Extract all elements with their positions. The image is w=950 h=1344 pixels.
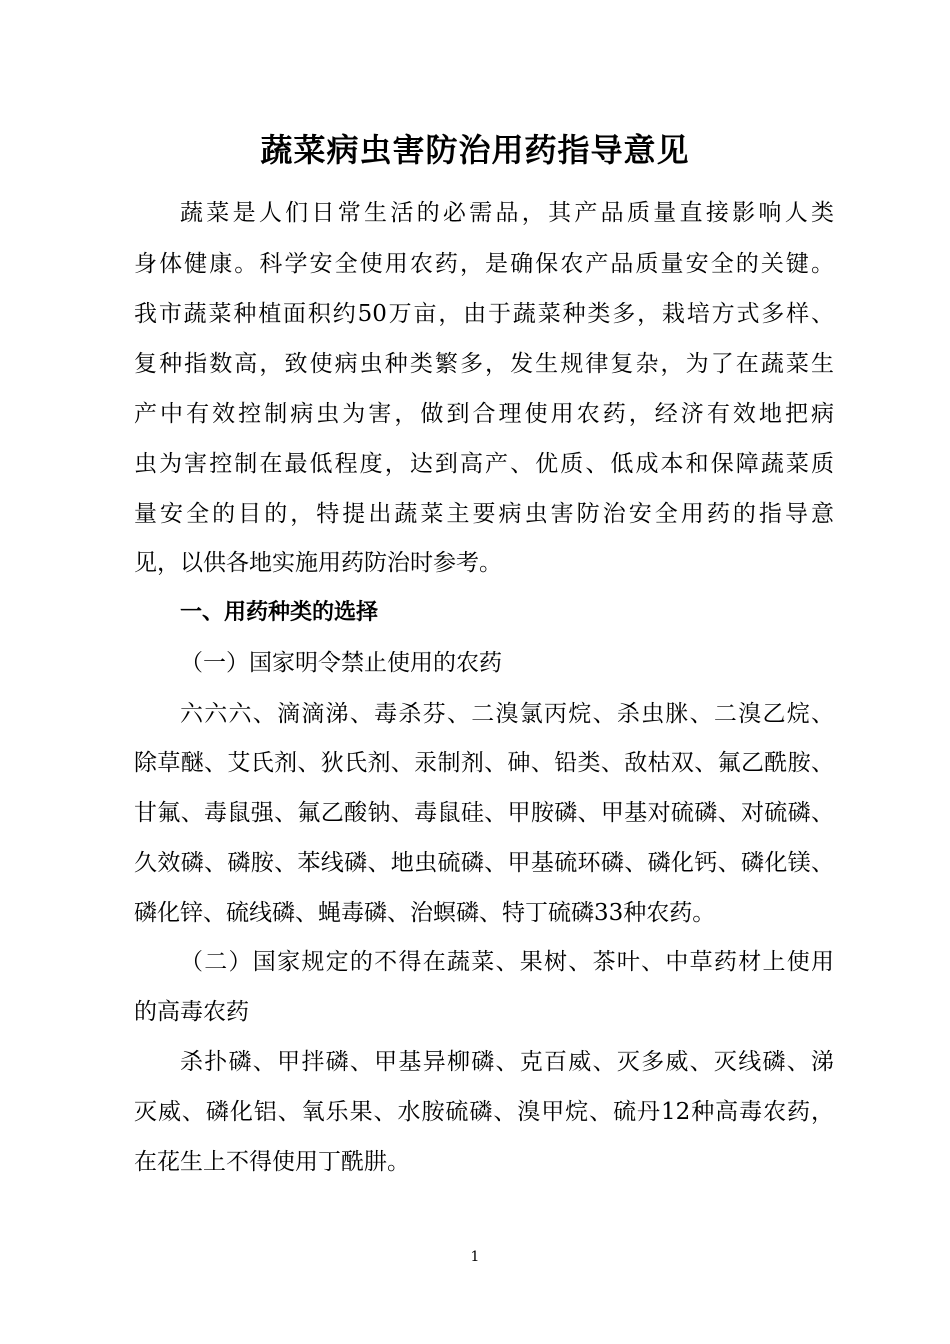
banned-line-5: 磷化锌、硫线磷、蝇毒磷、治螟磷、特丁硫磷33种农药。 [134,900,716,926]
document-title: 蔬菜病虫害防治用药指导意见 [260,131,690,169]
subsection-heading-2-line-1: （二）国家规定的不得在蔬菜、果树、茶叶、中草药材上使用 [180,949,834,975]
banned-line-4: 久效磷、磷胺、苯线磷、地虫硫磷、甲基硫环磷、磷化钙、磷化镁、 [134,850,834,876]
intro-line-7: 量安全的目的，特提出蔬菜主要病虫害防治安全用药的指导意 [134,501,834,527]
banned-line-3: 甘氟、毒鼠强、氟乙酸钠、毒鼠硅、甲胺磷、甲基对硫磷、对硫磷、 [134,800,834,826]
intro-line-1: 蔬菜是人们日常生活的必需品，其产品质量直接影响人类 [180,200,834,226]
banned-line-1: 六六六、滴滴涕、毒杀芬、二溴氯丙烷、杀虫脒、二溴乙烷、 [180,701,834,727]
subsection-heading-2-line-2: 的高毒农药 [134,999,249,1025]
restricted-line-3: 在花生上不得使用丁酰肼。 [134,1149,410,1175]
intro-line-6: 虫为害控制在最低程度，达到高产、优质、低成本和保障蔬菜质 [134,451,834,477]
restricted-line-1: 杀扑磷、甲拌磷、甲基异柳磷、克百威、灭多威、灭线磷、涕 [180,1049,834,1075]
intro-line-4: 复种指数高，致使病虫种类繁多，发生规律复杂，为了在蔬菜生 [134,351,834,377]
page-number: 1 [470,1249,480,1265]
intro-line-5: 产中有效控制病虫为害，做到合理使用农药，经济有效地把病 [134,401,834,427]
restricted-line-2: 灭威、磷化铝、氧乐果、水胺硫磷、溴甲烷、硫丹12种高毒农药， [134,1099,834,1125]
intro-line-8: 见，以供各地实施用药防治时参考。 [134,550,502,576]
intro-line-2: 身体健康。科学安全使用农药，是确保农产品质量安全的关键。 [134,251,834,277]
intro-line-3: 我市蔬菜种植面积约50万亩，由于蔬菜种类多，栽培方式多样、 [134,301,834,327]
subsection-heading-1: （一）国家明令禁止使用的农药 [180,650,502,676]
section-heading-1: 一、用药种类的选择 [180,600,379,625]
banned-line-2: 除草醚、艾氏剂、狄氏剂、汞制剂、砷、铅类、敌枯双、氟乙酰胺、 [134,750,834,776]
